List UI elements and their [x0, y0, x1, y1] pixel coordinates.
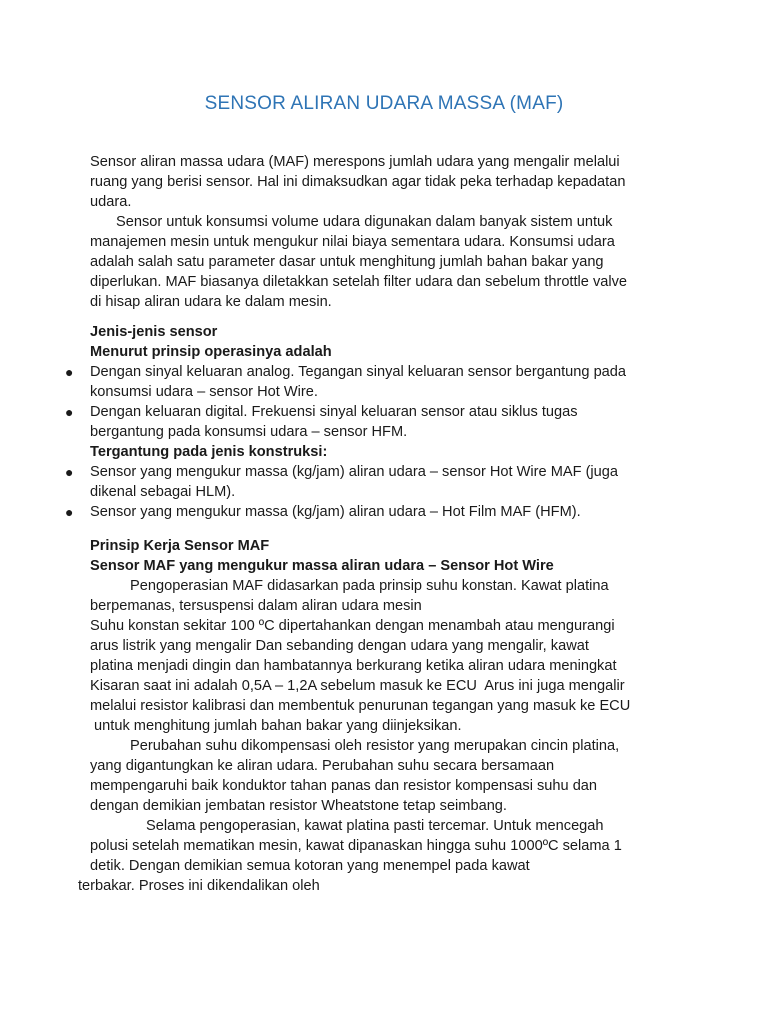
list-item [65, 402, 690, 442]
text-line: yang digantungkan ke aliran udara. Perubahan suhu secara bersamaan [90, 758, 555, 774]
list-item [65, 362, 690, 402]
section-heading: Prinsip Kerja Sensor MAF [90, 538, 270, 554]
text-line: Suhu konstan sekitar 100 ºC dipertahankan dengan menambah atau mengurangi [90, 618, 615, 634]
text-line: diperlukan. MAF biasanya diletakkan setelah filter udara dan sebelum throttle valve [90, 274, 628, 290]
text-line: Perubahan suhu dikompensasi oleh resistor yang merupakan cincin platina, [130, 738, 620, 754]
text-line: Sensor yang mengukur massa (kg/jam) aliran udara – sensor Hot Wire MAF (juga [90, 464, 619, 480]
text-line: di hisap aliran udara ke dalam mesin. [90, 294, 332, 310]
text-line: Selama pengoperasian, kawat platina pasti tercemar. Untuk mencegah [146, 818, 604, 834]
text-line: berpemanas, tersuspensi dalam aliran udara mesin [90, 598, 422, 614]
text-line: Sensor aliran massa udara (MAF) merespons jumlah udara yang mengalir melalui [90, 154, 620, 170]
text-line: dikenal sebagai HLM). [90, 484, 236, 500]
text-line: platina menjadi dingin dan hambatannya berkurang ketika aliran udara meningkat [90, 658, 617, 674]
text-line: melalui resistor kalibrasi dan membentuk penurunan tegangan yang masuk ke ECU [90, 698, 631, 714]
section-subheading: Sensor MAF yang mengukur massa aliran udara – Sensor Hot Wire [90, 558, 554, 574]
document-title: SENSOR ALIRAN UDARA MASSA (MAF) [204, 93, 564, 114]
text-line: Pengoperasian MAF didasarkan pada prinsip suhu konstan. Kawat platina [130, 578, 609, 594]
text-line: bergantung pada konsumsi udara – sensor HFM. [90, 424, 408, 440]
section-subheading: Menurut prinsip operasinya adalah [90, 344, 332, 360]
list-item [65, 502, 690, 522]
list-item [65, 462, 690, 502]
text-line: ruang yang berisi sensor. Hal ini dimaksudkan agar tidak peka terhadap kepadatan [90, 174, 626, 190]
text-line: polusi setelah mematikan mesin, kawat dipanaskan hingga suhu 1000ºC selama 1 [90, 838, 622, 854]
text-line: Sensor untuk konsumsi volume udara digunakan dalam banyak sistem untuk [116, 214, 613, 230]
text-line: Sensor yang mengukur massa (kg/jam) aliran udara – Hot Film MAF (HFM). [90, 504, 581, 520]
text-line: konsumsi udara – sensor Hot Wire. [90, 384, 318, 400]
intro-paragraph-2 [90, 212, 690, 312]
text-line: mempengaruhi baik konduktor tahan panas dan resistor kompensasi suhu dan [90, 778, 598, 794]
text-line: Dengan sinyal keluaran analog. Tegangan sinyal keluaran sensor bergantung pada [90, 364, 627, 380]
section-heading: Jenis-jenis sensor [90, 324, 218, 340]
text-line: Dengan keluaran digital. Frekuensi sinyal keluaran sensor atau siklus tugas [90, 404, 578, 420]
section-subheading: Tergantung pada jenis konstruksi: [90, 444, 328, 460]
text-line: udara. [90, 194, 132, 210]
principle-paragraph-2 [90, 736, 690, 816]
document-body [65, 152, 690, 896]
text-line: dengan demikian jembatan resistor Wheatstone tetap seimbang. [90, 798, 507, 814]
text-line: Kisaran saat ini adalah 0,5A – 1,2A sebelum masuk ke ECU Arus ini juga mengalir [90, 678, 625, 694]
text-line: untuk menghitung jumlah bahan bakar yang diinjeksikan. [90, 718, 462, 734]
principle-paragraph-3 [78, 816, 690, 896]
text-line: arus listrik yang mengalir Dan sebanding dengan udara yang mengalir, kawat [90, 638, 589, 654]
bullet-icon: ● [65, 464, 74, 480]
intro-paragraph-1 [90, 152, 690, 212]
text-line: manajemen mesin untuk mengukur nilai biaya sementara udara. Konsumsi udara [90, 234, 615, 250]
text-line: detik. Dengan demikian semua kotoran yang menempel pada kawat [90, 858, 530, 874]
principle-paragraph-1 [90, 576, 690, 736]
text-line: terbakar. Proses ini dikendalikan oleh [78, 878, 320, 894]
bullet-icon: ● [65, 504, 74, 520]
text-line: adalah salah satu parameter dasar untuk menghitung jumlah bahan bakar yang [90, 254, 604, 270]
bullet-icon: ● [65, 404, 74, 420]
bullet-icon: ● [65, 364, 74, 380]
